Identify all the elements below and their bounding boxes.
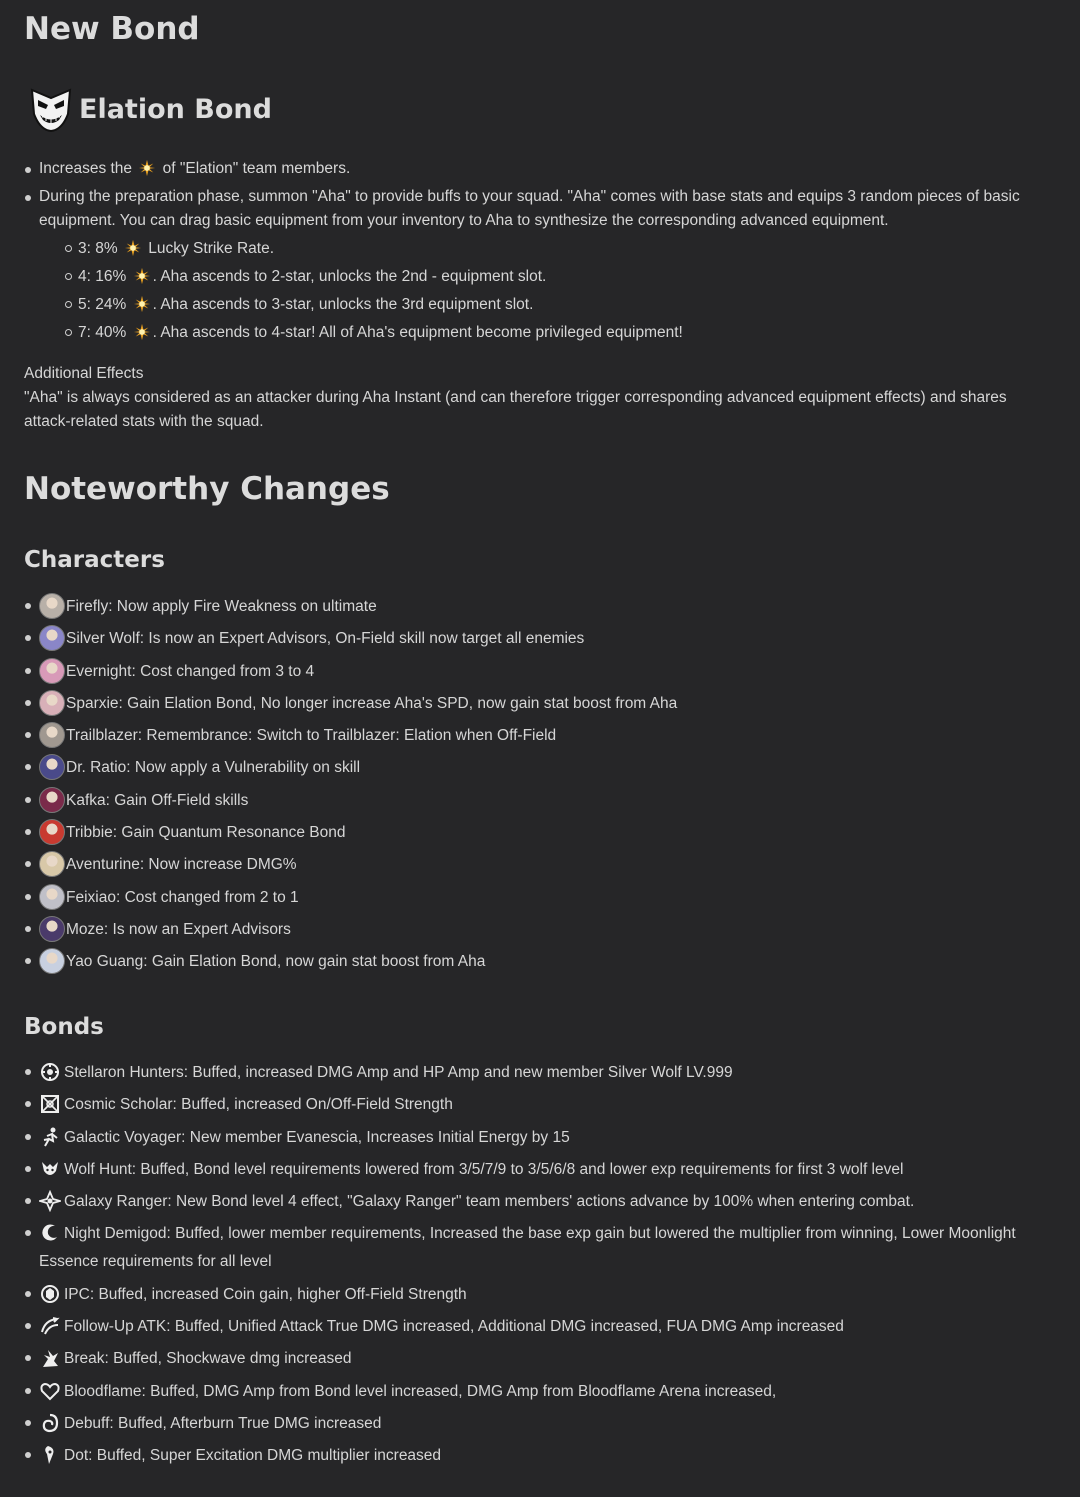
bond-change-text: Galactic Voyager: New member Evanescia, Increases Initial Energy by 15 xyxy=(64,1128,570,1146)
characters-heading: Characters xyxy=(24,547,165,573)
bond-item xyxy=(0,1313,1032,1341)
bond-item xyxy=(0,1220,1032,1276)
noteworthy-changes-heading: Noteworthy Changes xyxy=(24,471,390,507)
character-item xyxy=(0,754,1040,786)
sparxie-avatar-icon xyxy=(39,690,65,716)
character-change-text: Firefly: Now apply Fire Weakness on ultimate xyxy=(66,598,377,615)
character-item xyxy=(0,948,1040,980)
dr-ratio-avatar-icon xyxy=(39,754,65,780)
kafka-avatar-icon xyxy=(39,787,65,813)
character-change-text: Tribbie: Gain Quantum Resonance Bond xyxy=(66,824,346,842)
character-change-text: Dr. Ratio: Now apply a Vulnerability on skill xyxy=(66,759,361,777)
character-change-text: Evernight: Cost changed from 3 to 4 xyxy=(66,662,315,680)
bond-change-text: Night Demigod: Buffed, lower member requirements, Increased the base exp gain but lowered the multiplier from winning, Lower Moonlight Essence requirements for all level xyxy=(39,1225,1016,1271)
character-item xyxy=(0,722,1040,754)
night-demigod-icon xyxy=(39,1222,61,1244)
bonds-heading: Bonds xyxy=(24,1014,104,1040)
character-change-text: Aventurine: Now increase DMG% xyxy=(66,856,297,874)
list-item: During the preparation phase, summon "Aha" to provide buffs to your squad. "Aha" comes with base stats and equips 3 random pieces of basic equipment. You can drag basic equipment from your inventory to Aha to synthesize the corresponding advanced equipment. 3: 8% Lucky Strike Rate. 4: 16% . Aha ascends to 2-star, unlocks the 2nd - equipment slot. 5: 24% . Aha ascends to 3-star, unlocks the 3rd equipment slot. 7: 40% . Aha ascends to 4-star! All of Aha's equipment become privileged equipment! xyxy=(0,185,1032,345)
tier-item: 7: 40% . Aha ascends to 4-star! All of Aha's equipment become privileged equipment! xyxy=(0,321,1032,345)
character-item xyxy=(0,625,1040,657)
character-item xyxy=(0,916,1040,948)
bond-item xyxy=(0,1091,1032,1119)
bond-change-text: Stellaron Hunters: Buffed, increased DMG Amp and HP Amp and new member Silver Wolf LV.999 xyxy=(64,1064,733,1081)
characters-list xyxy=(0,593,1040,981)
bloodflame-icon xyxy=(39,1380,61,1402)
tribbie-avatar-icon xyxy=(39,819,65,845)
character-change-text: Trailblazer: Remembrance: Switch to Trailblazer: Elation when Off-Field xyxy=(66,727,557,745)
break-icon xyxy=(39,1347,61,1369)
stellaron-hunters-icon xyxy=(39,1061,61,1083)
character-item xyxy=(0,884,1040,916)
bond-item xyxy=(0,1410,1032,1438)
bond-item xyxy=(0,1156,1032,1184)
bond-change-text: Cosmic Scholar: Buffed, increased On/Off-Field Strength xyxy=(64,1096,453,1114)
tier-list xyxy=(0,237,1032,345)
bond-item xyxy=(0,1378,1032,1406)
character-change-text: Moze: Is now an Expert Advisors xyxy=(66,920,291,938)
cosmic-scholar-icon xyxy=(39,1093,61,1115)
follow-up-atk-icon xyxy=(39,1315,61,1337)
character-change-text: Kafka: Gain Off-Field skills xyxy=(66,791,249,809)
aventurine-avatar-icon xyxy=(39,851,65,877)
bond-change-text: Break: Buffed, Shockwave dmg increased xyxy=(64,1350,352,1368)
elation-star-icon xyxy=(133,295,151,313)
silver-wolf-avatar-icon xyxy=(39,625,65,651)
elation-star-icon xyxy=(133,267,151,285)
elation-bond-list xyxy=(0,157,1032,345)
new-bond-heading: New Bond xyxy=(24,11,200,47)
ipc-icon xyxy=(39,1283,61,1305)
elation-star-icon xyxy=(133,323,151,341)
bond-change-text: Dot: Buffed, Super Excitation DMG multiplier increased xyxy=(64,1447,442,1465)
bond-item xyxy=(0,1442,1032,1470)
tier-item: 3: 8% Lucky Strike Rate. xyxy=(0,237,1032,261)
trailblazer-avatar-icon xyxy=(39,722,65,748)
tier-item: 4: 16% . Aha ascends to 2-star, unlocks the 2nd - equipment slot. xyxy=(0,265,1032,289)
additional-effects-text: "Aha" is always considered as an attacker during Aha Instant (and can therefore trigger corresponding advanced equipment effects) and shares attack-related stats with the squad. xyxy=(24,389,1007,430)
character-change-text: Yao Guang: Gain Elation Bond, now gain stat boost from Aha xyxy=(66,953,486,971)
character-change-text: Sparxie: Gain Elation Bond, No longer increase Aha's SPD, now gain stat boost from Aha xyxy=(66,694,678,712)
dot-icon xyxy=(39,1444,61,1466)
bond-change-text: Debuff: Buffed, Afterburn True DMG increased xyxy=(64,1414,382,1432)
character-item xyxy=(0,787,1040,819)
elation-bond-title-text: Elation Bond xyxy=(79,93,272,125)
firefly-avatar-icon xyxy=(39,593,65,619)
bond-item xyxy=(0,1281,1032,1309)
character-change-text: Silver Wolf: Is now an Expert Advisors, On-Field skill now target all enemies xyxy=(66,630,585,648)
list-item: Increases the of "Elation" team members. xyxy=(0,157,1032,181)
bond-change-text: IPC: Buffed, increased Coin gain, higher Off-Field Strength xyxy=(64,1285,467,1303)
galaxy-ranger-icon xyxy=(39,1190,61,1212)
character-item xyxy=(0,593,1040,625)
evernight-avatar-icon xyxy=(39,658,65,684)
tier-item: 5: 24% . Aha ascends to 3-star, unlocks the 3rd equipment slot. xyxy=(0,293,1032,317)
bonds-list xyxy=(0,1059,1032,1475)
bond-change-text: Follow-Up ATK: Buffed, Unified Attack True DMG increased, Additional DMG increased, FUA DMG Amp increased xyxy=(64,1318,844,1336)
bond-change-text: Wolf Hunt: Buffed, Bond level requirements lowered from 3/5/7/9 to 3/5/6/8 and lower exp requirements for first 3 wolf level xyxy=(64,1160,904,1178)
bond-change-text: Bloodflame: Buffed, DMG Amp from Bond level increased, DMG Amp from Bloodflame Arena increased, xyxy=(64,1382,777,1400)
character-change-text: Feixiao: Cost changed from 2 to 1 xyxy=(66,888,299,906)
additional-effects xyxy=(24,362,1034,434)
debuff-icon xyxy=(39,1412,61,1434)
bond-item xyxy=(0,1345,1032,1373)
character-item xyxy=(0,658,1040,690)
galactic-voyager-icon xyxy=(39,1126,61,1148)
wolf-hunt-icon xyxy=(39,1158,61,1180)
elation-star-icon xyxy=(124,239,142,257)
character-item xyxy=(0,819,1040,851)
elation-star-icon xyxy=(138,159,156,177)
character-item xyxy=(0,851,1040,883)
elation-bond-title xyxy=(26,84,272,134)
elation-mask-icon xyxy=(26,84,76,134)
bond-item xyxy=(0,1124,1032,1152)
moze-avatar-icon xyxy=(39,916,65,942)
additional-effects-label: Additional Effects xyxy=(24,365,144,382)
feixiao-avatar-icon xyxy=(39,884,65,910)
character-item xyxy=(0,690,1040,722)
yao-guang-avatar-icon xyxy=(39,948,65,974)
bond-item xyxy=(0,1059,1032,1087)
bond-change-text: Galaxy Ranger: New Bond level 4 effect, "Galaxy Ranger" team members' actions advance by 100% when entering combat. xyxy=(64,1193,915,1211)
bond-item xyxy=(0,1188,1032,1216)
